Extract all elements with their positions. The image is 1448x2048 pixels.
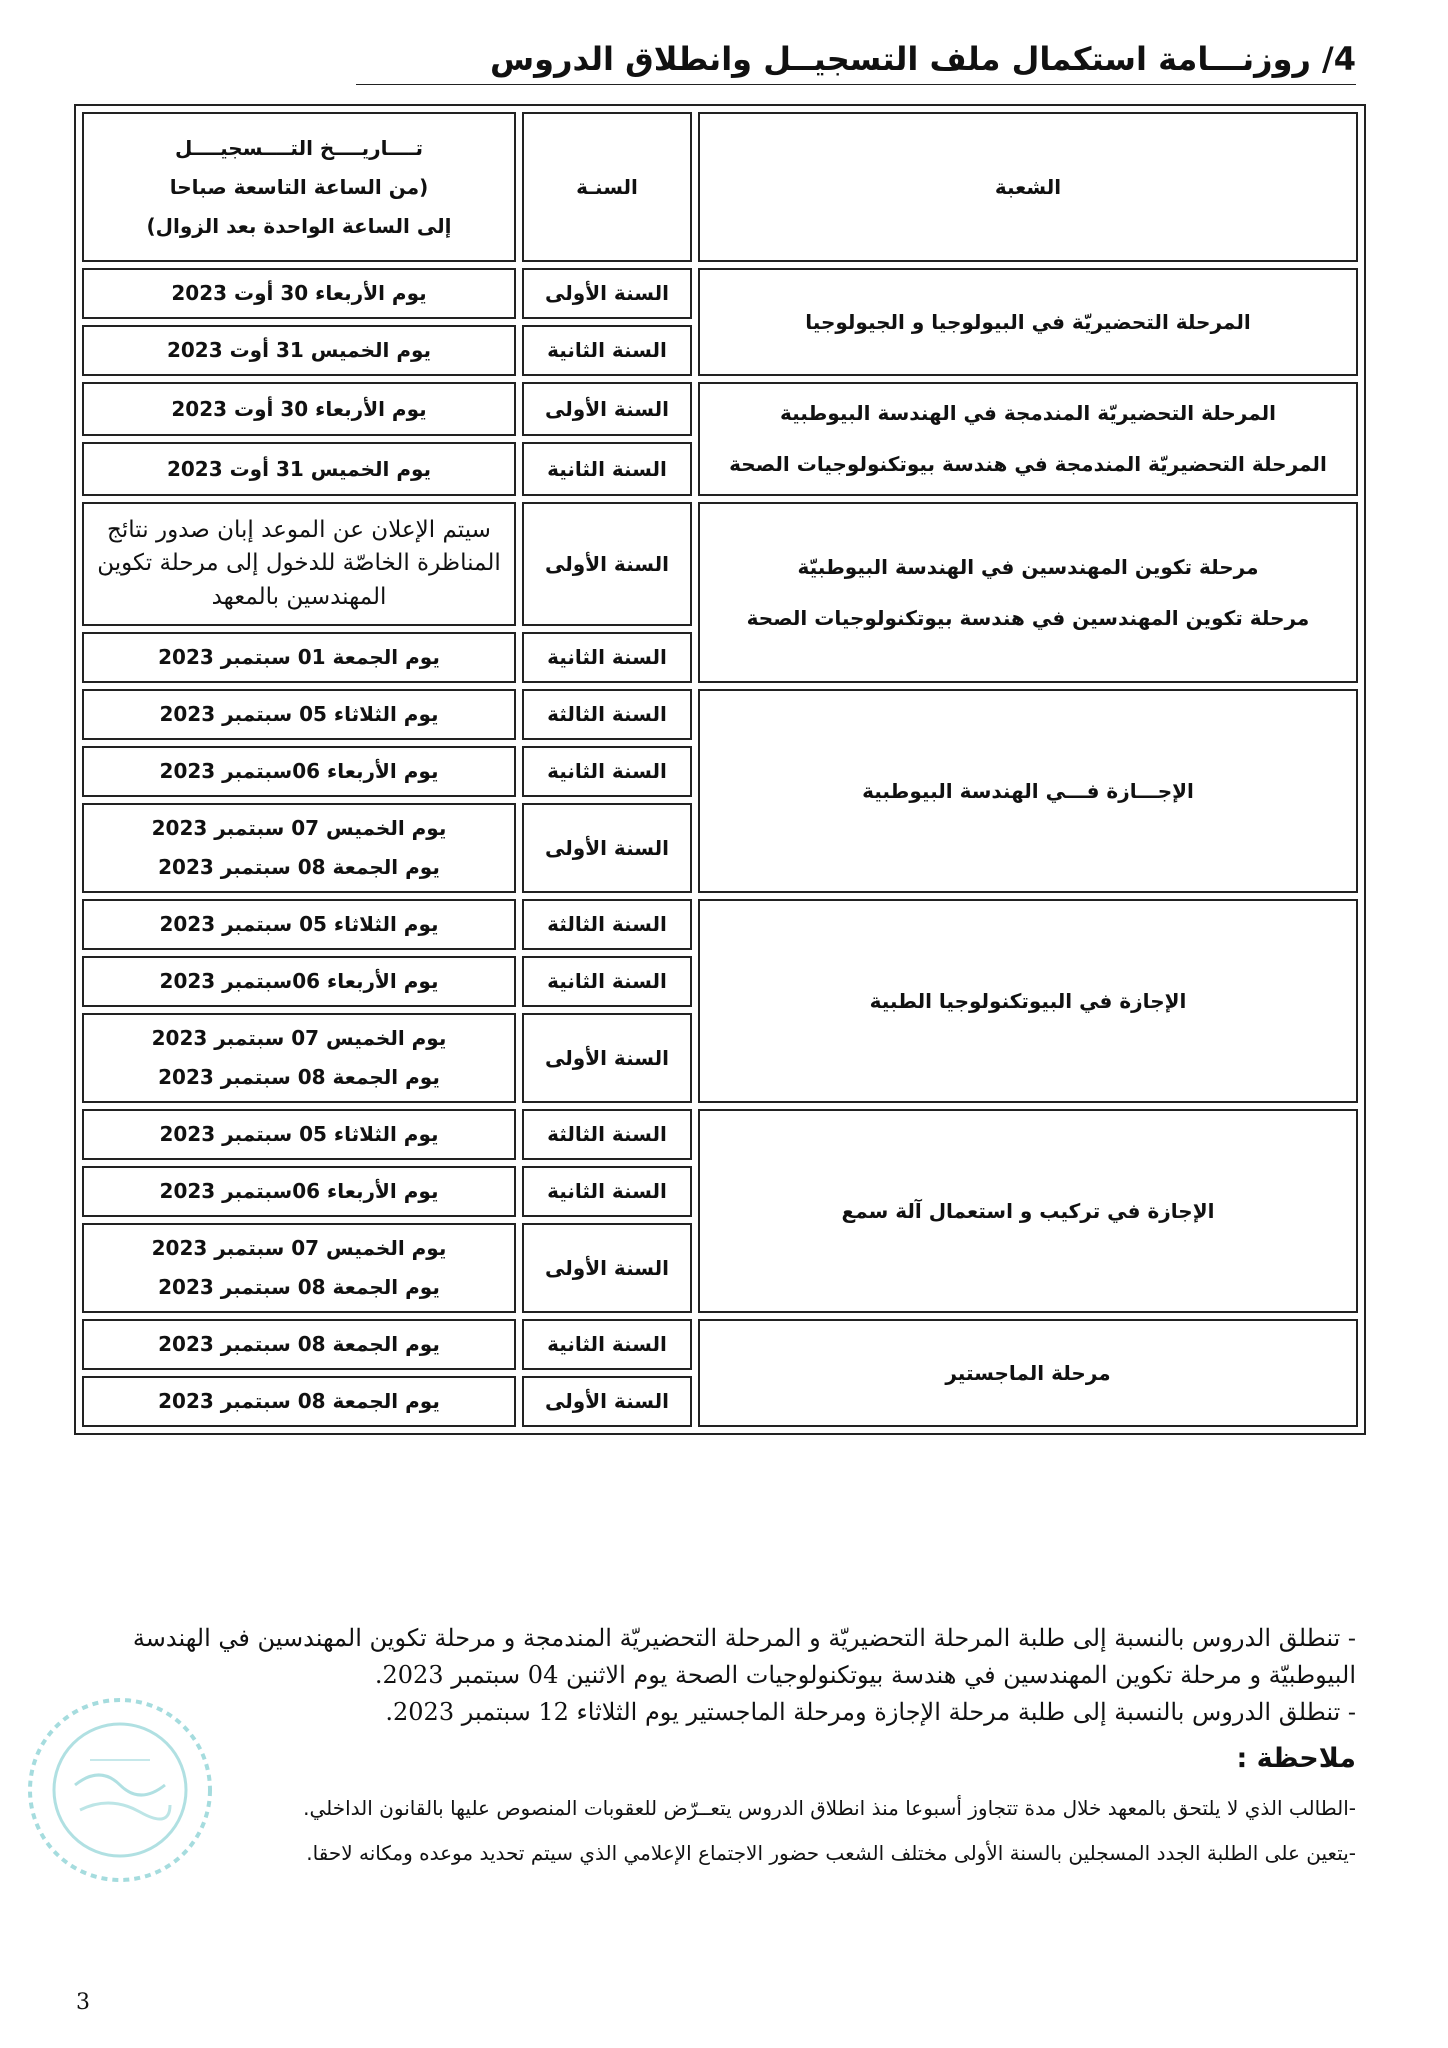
year-cell: السنة الثانية (522, 325, 692, 376)
registration-date: يوم الخميس 07 سبتمبر 2023 (151, 1026, 447, 1051)
year-cell: السنة الأولى (522, 1376, 692, 1427)
registration-date-cell (82, 442, 516, 496)
year-cell: السنة الثانية (522, 956, 692, 1007)
registration-date: يوم الأربعاء 06سبتمبر 2023 (159, 1179, 439, 1204)
year-cell: السنة الثالثة (522, 1109, 692, 1160)
year-cell: السنة الثانية (522, 1166, 692, 1217)
registration-date-cell (82, 502, 516, 626)
registration-date: يوم الثلاثاء 05 سبتمبر 2023 (159, 1122, 439, 1147)
branch-cell (698, 382, 1358, 496)
registration-date-cell (82, 1376, 516, 1427)
registration-date-cell (82, 632, 516, 683)
page-number: 3 (76, 1990, 90, 2015)
branch-name: مرحلة تكوين المهندسين في هندسة بيوتكنولوجيات الصحة (746, 605, 1310, 630)
registration-date: يوم الجمعة 08 سبتمبر 2023 (158, 1332, 440, 1357)
registration-date-cell (82, 803, 516, 893)
table-row (82, 689, 1358, 740)
registration-date-cell (82, 1109, 516, 1160)
table-row (82, 382, 1358, 436)
branch-name: الإجازة في البيوتكنولوجيا الطبية (869, 988, 1187, 1013)
header-date-line: (من الساعة التاسعة صباحا (169, 174, 429, 199)
notes-section (76, 1620, 1356, 1869)
registration-date: يوم الجمعة 08 سبتمبر 2023 (158, 1065, 440, 1090)
year-cell: السنة الأولى (522, 382, 692, 436)
registration-date: يوم الأربعاء 06سبتمبر 2023 (159, 759, 439, 784)
branch-cell (698, 502, 1358, 683)
registration-date: يوم الأربعاء 06سبتمبر 2023 (159, 969, 439, 994)
branch-cell (698, 268, 1358, 376)
table-row (82, 1109, 1358, 1160)
year-cell: السنة الثالثة (522, 899, 692, 950)
registration-date-cell (82, 746, 516, 797)
year-cell: السنة الأولى (522, 1223, 692, 1313)
registration-date-cell (82, 1166, 516, 1217)
branch-name: مرحلة الماجستير (945, 1360, 1111, 1385)
start-note: - تنطلق الدروس بالنسبة إلى طلبة مرحلة الإجازة ومرحلة الماجستير يوم الثلاثاء 12 سبتمبر 2023. (385, 1698, 1356, 1727)
registration-date-cell (82, 689, 516, 740)
schedule-table (74, 104, 1366, 1435)
registration-date: يوم الأربعاء 30 أوت 2023 (171, 396, 427, 421)
year-cell: السنة الثانية (522, 746, 692, 797)
registration-date: يوم الجمعة 08 سبتمبر 2023 (158, 1389, 440, 1414)
header-date-line: إلى الساعة الواحدة بعد الزوال) (146, 213, 452, 238)
registration-date: يوم الخميس 07 سبتمبر 2023 (151, 816, 447, 841)
registration-date-cell (82, 268, 516, 319)
start-note: - تنطلق الدروس بالنسبة إلى طلبة المرحلة التحضيريّة و المرحلة التحضيريّة المندمجة و مرحلة تكوين المهندسين في الهندسة البيوطبيّة و مرحلة تكوين المهندسين في هندسة بيوتكنولوجيات الصحة يوم الاثنين 04 سبتمبر 2023. (132, 1624, 1356, 1690)
branch-name: الإجـــازة فـــي الهندسة البيوطبية (862, 778, 1194, 803)
registration-date: يوم الخميس 31 أوت 2023 (166, 456, 432, 481)
registration-date-cell (82, 899, 516, 950)
registration-date: يوم الخميس 07 سبتمبر 2023 (151, 1236, 447, 1261)
year-cell: السنة الثانية (522, 442, 692, 496)
registration-date: يوم الأربعاء 30 أوت 2023 (171, 281, 427, 305)
schedule-body (82, 268, 1358, 1427)
registration-date: يوم الثلاثاء 05 سبتمبر 2023 (159, 912, 439, 937)
header-date-line: تــــاريــــخ التــــسجيــــل (174, 135, 424, 160)
registration-date: يوم الجمعة 01 سبتمبر 2023 (158, 645, 440, 670)
registration-date-cell (82, 325, 516, 376)
remark-item: -الطالب الذي لا يلتحق بالمعهد خلال مدة تتجاوز أسبوعا منذ انطلاق الدروس يتعــرّض للعقوبات المنصوص عليها بالقانون الداخلي. (303, 1796, 1356, 1821)
year-cell: السنة الأولى (522, 1013, 692, 1103)
branch-name: المرحلة التحضيريّة المندمجة في الهندسة البيوطبية (780, 401, 1276, 425)
registration-date: يوم الثلاثاء 05 سبتمبر 2023 (159, 702, 439, 727)
year-cell: السنة الأولى (522, 502, 692, 626)
branch-name: المرحلة التحضيريّة في البيولوجيا و الجيولوجيا (805, 309, 1251, 334)
announcement-text: سيتم الإعلان عن الموعد إبان صدور نتائج المناظرة الخاصّة للدخول إلى مرحلة تكوين المهندسين بالمعهد (97, 517, 501, 610)
registration-date-cell (82, 382, 516, 436)
branch-cell (698, 689, 1358, 893)
registration-date: يوم الخميس 31 أوت 2023 (166, 338, 432, 362)
page-title: 4/ روزنـــامة استكمال ملف التسجيــل وانطلاق الدروس (356, 40, 1356, 85)
branch-cell (698, 1319, 1358, 1427)
branch-name: المرحلة التحضيريّة المندمجة في هندسة بيوتكنولوجيات الصحة (729, 452, 1327, 476)
table-row (82, 268, 1358, 319)
header-branch: الشعبة (698, 112, 1358, 262)
table-row (82, 1319, 1358, 1370)
header-registration-date (82, 112, 516, 262)
remark-title: ملاحظة : (1236, 1742, 1356, 1774)
official-stamp (20, 1690, 220, 1890)
year-cell: السنة الأولى (522, 268, 692, 319)
registration-date-cell (82, 956, 516, 1007)
year-cell: السنة الثانية (522, 1319, 692, 1370)
year-cell: السنة الأولى (522, 803, 692, 893)
year-cell: السنة الثالثة (522, 689, 692, 740)
registration-schedule-table (74, 104, 1366, 1435)
registration-date: يوم الجمعة 08 سبتمبر 2023 (158, 1275, 440, 1300)
branch-name: الإجازة في تركيب و استعمال آلة سمع (841, 1198, 1215, 1223)
remark-item: -يتعين على الطلبة الجدد المسجلين بالسنة الأولى مختلف الشعب حضور الاجتماع الإعلامي الذي سيتم تحديد موعده ومكانه لاحقا. (306, 1841, 1356, 1866)
header-year: السنـة (522, 112, 692, 262)
branch-cell (698, 899, 1358, 1103)
registration-date-cell (82, 1319, 516, 1370)
table-row (82, 899, 1358, 950)
branch-name: مرحلة تكوين المهندسين في الهندسة البيوطبيّة (797, 554, 1259, 579)
registration-date-cell (82, 1013, 516, 1103)
branch-cell (698, 1109, 1358, 1313)
table-header-row (82, 112, 1358, 262)
table-row (82, 502, 1358, 626)
year-cell: السنة الثانية (522, 632, 692, 683)
registration-date-cell (82, 1223, 516, 1313)
registration-date: يوم الجمعة 08 سبتمبر 2023 (158, 855, 440, 880)
